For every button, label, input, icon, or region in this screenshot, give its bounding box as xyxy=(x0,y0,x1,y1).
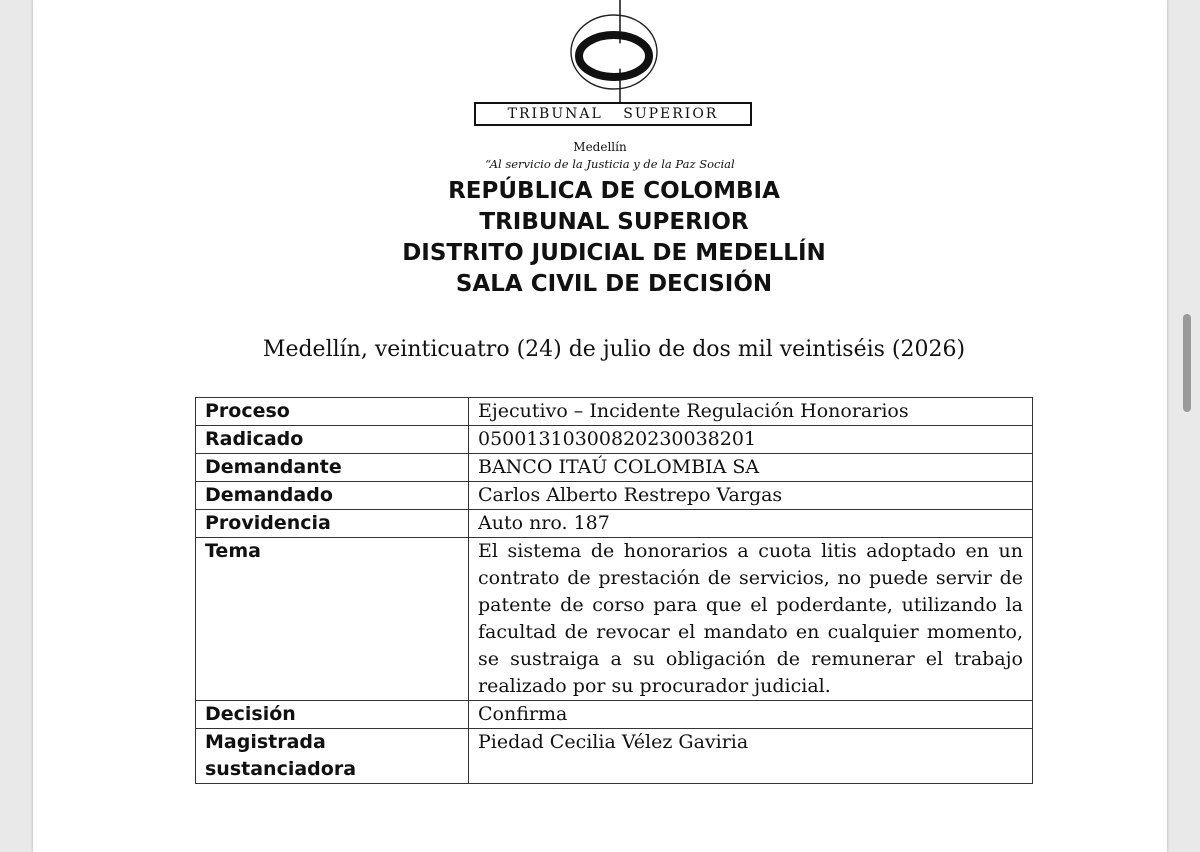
row-label: Demandante xyxy=(196,454,469,482)
logo-motto: “Al servicio de la Justicia y de la Paz Social xyxy=(485,157,735,171)
vertical-scrollbar[interactable] xyxy=(1183,314,1191,412)
row-value: Auto nro. 187 xyxy=(469,510,1033,538)
row-value: 05001310300820230038201 xyxy=(469,426,1033,454)
tribunal-superior-logo-icon xyxy=(442,0,762,135)
row-value: Confirma xyxy=(469,701,1033,729)
table-row xyxy=(196,701,1033,729)
row-label: Decisión xyxy=(196,701,469,729)
case-info-table xyxy=(195,397,1033,784)
row-value: BANCO ITAÚ COLOMBIA SA xyxy=(469,454,1033,482)
table-row xyxy=(196,398,1033,426)
heading-republic: REPÚBLICA DE COLOMBIA xyxy=(448,178,780,204)
document-headings xyxy=(0,176,1200,300)
row-label: Providencia xyxy=(196,510,469,538)
row-value: El sistema de honorarios a cuota litis adoptado en un contrato de prestación de servicios, no puede servir de patente de corso para que el poderdante, utilizando la facultad de revocar el mandato en cualquier momento, se sustraiga a su obligación de remunerar el trabajo realizado por su procurador judicial. xyxy=(469,538,1033,701)
magistrate-label-line1: Magistrada xyxy=(205,731,326,753)
magistrate-label xyxy=(196,729,469,784)
table-row xyxy=(196,538,1033,701)
table-row xyxy=(196,454,1033,482)
table-row xyxy=(196,729,1033,784)
heading-chamber: SALA CIVIL DE DECISIÓN xyxy=(455,271,773,297)
magistrate-value: Piedad Cecilia Vélez Gaviria xyxy=(469,729,1033,784)
logo-banner-text: TRIBUNAL SUPERIOR xyxy=(507,106,719,122)
table-row xyxy=(196,426,1033,454)
row-label: Demandado xyxy=(196,482,469,510)
row-value: Carlos Alberto Restrepo Vargas xyxy=(469,482,1033,510)
row-value: Ejecutivo – Incidente Regulación Honorarios xyxy=(469,398,1033,426)
row-label: Proceso xyxy=(196,398,469,426)
row-label: Tema xyxy=(196,538,469,701)
dateline: Medellín, veinticuatro (24) de julio de dos mil veintiséis (2026) xyxy=(262,337,966,362)
heading-tribunal: TRIBUNAL SUPERIOR xyxy=(479,209,749,235)
heading-district: DISTRITO JUDICIAL DE MEDELLÍN xyxy=(402,240,826,266)
magistrate-label-line2: sustanciadora xyxy=(205,758,357,780)
row-label: Radicado xyxy=(196,426,469,454)
table-row xyxy=(196,482,1033,510)
logo-city: Medellín xyxy=(573,140,627,154)
table-row xyxy=(196,510,1033,538)
